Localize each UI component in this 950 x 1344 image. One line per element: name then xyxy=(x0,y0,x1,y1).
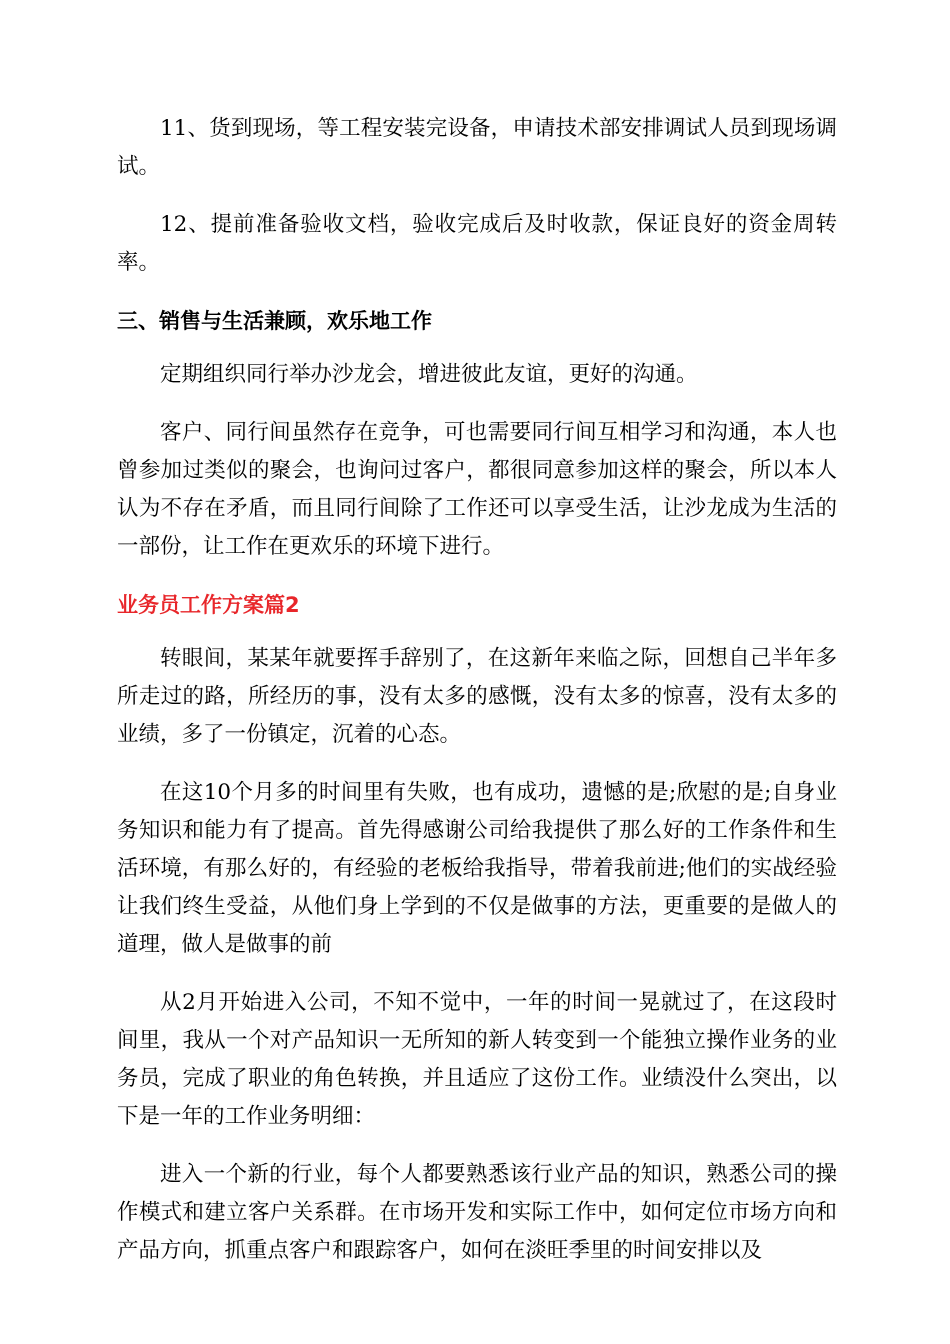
article-paragraph-2: 在这10个月多的时间里有失败，也有成功，遗憾的是;欣慰的是;自身业务知识和能力有了提高。首先得感谢公司给我提供了那么好的工作条件和生活环境，有那么好的，有经验的老板给我指导，带着我前进;他们的实战经验让我们终生受益，从他们身上学到的不仅是做事的方法，更重要的是做人的道理，做人是做事的前 xyxy=(117,780,837,957)
paragraph-item-12: 12、提前准备验收文档，验收完成后及时收款，保证良好的资金周转率。 xyxy=(117,212,837,275)
paragraph-item-11: 11、货到现场，等工程安装完设备，申请技术部安排调试人员到现场调试。 xyxy=(117,116,837,179)
document-page xyxy=(117,110,837,1290)
article-paragraph-1: 转眼间，某某年就要挥手辞别了，在这新年来临之际，回想自己半年多所走过的路，所经历的事，没有太多的感慨，没有太多的惊喜，没有太多的业绩，多了一份镇定，沉着的心态。 xyxy=(117,646,837,747)
section-heading-3: 三、销售与生活兼顾，欢乐地工作 xyxy=(117,309,432,333)
article-paragraph-3: 从2月开始进入公司，不知不觉中，一年的时间一晃就过了，在这段时间里，我从一个对产品知识一无所知的新人转变到一个能独立操作业务的业务员，完成了职业的角色转换，并且适应了这份工作。业绩没什么突出，以下是一年的工作业务明细： xyxy=(117,990,837,1129)
section3-paragraph-2: 客户、同行间虽然存在竞争，可也需要同行间互相学习和沟通，本人也曾参加过类似的聚会，也询问过客户，都很同意参加这样的聚会，所以本人认为不存在矛盾，而且同行间除了工作还可以享受生活，让沙龙成为生活的一部份，让工作在更欢乐的环境下进行。 xyxy=(117,420,837,559)
section3-paragraph-1: 定期组织同行举办沙龙会，增进彼此友谊，更好的沟通。 xyxy=(160,362,698,387)
article-paragraph-4: 进入一个新的行业，每个人都要熟悉该行业产品的知识，熟悉公司的操作模式和建立客户关系群。在市场开发和实际工作中，如何定位市场方向和产品方向，抓重点客户和跟踪客户，如何在淡旺季里的时间安排以及 xyxy=(117,1162,837,1263)
article-title: 业务员工作方案篇2 xyxy=(117,593,300,617)
